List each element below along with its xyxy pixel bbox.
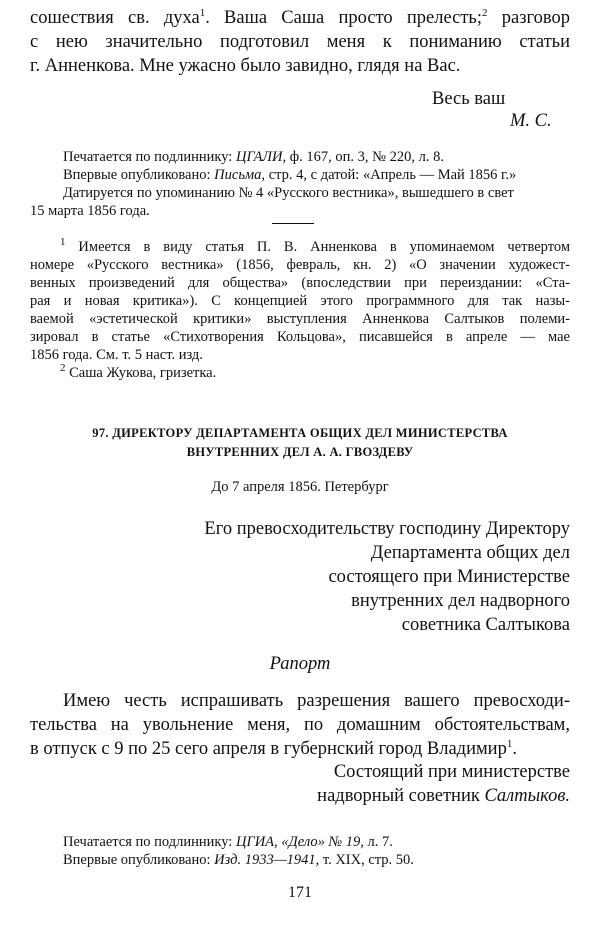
- footnote-2: $^2$ Саша Жукова, гризетка.: [60, 362, 217, 381]
- sign-line-1: Состоящий при министерстве: [333, 762, 570, 782]
- footnote-1-line-5: ваемой «эстетической критики» выступления Анненкова Салтыков полеми-: [30, 311, 570, 327]
- address-line-2: Департамента общих дел: [370, 543, 570, 563]
- section-divider: [272, 223, 314, 224]
- footnote-ref-1: 1: [199, 6, 206, 19]
- letter-line-3: г. Анненкова. Мне ужасно было завидно, глядя на Вас.: [30, 56, 461, 76]
- source-note-1-line-2: Впервые опубликовано: Письма, стр. 4, с датой: «Апрель — Май 1856 г.»: [63, 167, 517, 183]
- letter-closing: Весь ваш: [432, 89, 506, 109]
- footnote-ref-2: 2: [482, 6, 488, 19]
- address-line-5: советника Салтыкова: [401, 615, 570, 635]
- document-heading-line-1: 97. ДИРЕКТОРУ ДЕПАРТАМЕНТА ОБЩИХ ДЕЛ МИНИСТЕРСТВА: [92, 426, 508, 440]
- letter-line-2: с нею значительно подготовил меня к пониманию статьи: [30, 32, 570, 52]
- footnote-1-line-1: $^1$ Имеется в виду статья П. В. Анненкова в упоминаемом четвертом: [60, 236, 571, 255]
- footnote-1-line-6: зировал в статье «Стихотворения Кольцова», писавшейся в апреле — мае: [30, 329, 570, 345]
- footnote-ref-body: 1: [506, 737, 513, 750]
- address-line-3: состоящего при Министерстве: [328, 567, 570, 587]
- letter-signature: М. С.: [510, 111, 552, 131]
- source-note-1-line-1: Печатается по подлиннику: ЦГАЛИ, ф. 167, оп. 3, № 220, л. 8.: [63, 149, 444, 165]
- address-line-1: Его превосходительству господину Директору: [204, 519, 570, 539]
- document-title: Рапорт: [269, 654, 331, 674]
- document-dateline: До 7 апреля 1856. Петербург: [211, 479, 389, 495]
- source-note-1-line-4: 15 марта 1856 года.: [30, 203, 150, 219]
- source-note-2-line-2: Впервые опубликовано: Изд. 1933—1941, т. XIX, стр. 50.: [63, 852, 414, 868]
- document-heading-line-2: ВНУТРЕННИХ ДЕЛ А. А. ГВОЗДЕВУ: [186, 445, 414, 459]
- footnote-1-line-7: 1856 года. См. т. 5 наст. изд.: [30, 347, 203, 363]
- body-line-1: Имею честь испрашивать разрешения вашего превосходи-: [63, 691, 570, 711]
- letter-line-1: сошествия св. духа$^1$. Ваша Саша просто прелесть;$^2$ разговор: [30, 6, 570, 28]
- footnote-1-line-2: номере «Русского вестника» (1856, февраль, кн. 2) «О значении художест-: [30, 257, 570, 273]
- body-line-3: в отпуск с 9 по 25 сего апреля в губернский город Владимир$^1$.: [30, 737, 517, 759]
- source-note-2-line-1: Печатается по подлиннику: ЦГИА, «Дело» № 19, л. 7.: [63, 834, 393, 850]
- footnote-1-line-4: рая и новая критика»). С концепцией этого программного для так назы-: [30, 293, 570, 309]
- address-line-4: внутренних дел надворного: [351, 591, 570, 611]
- source-note-1-line-3: Датируется по упоминанию № 4 «Русского вестника», вышедшего в свет: [63, 185, 514, 201]
- page-number: 171: [288, 884, 312, 901]
- footnote-1-line-3: венных произведений для общества» (впоследствии при переиздании: «Ста-: [30, 275, 570, 291]
- body-line-2: тельства на увольнение меня, по домашним обстоятельствам,: [30, 715, 570, 735]
- sign-line-2: надворный советник Салтыков.: [317, 786, 570, 806]
